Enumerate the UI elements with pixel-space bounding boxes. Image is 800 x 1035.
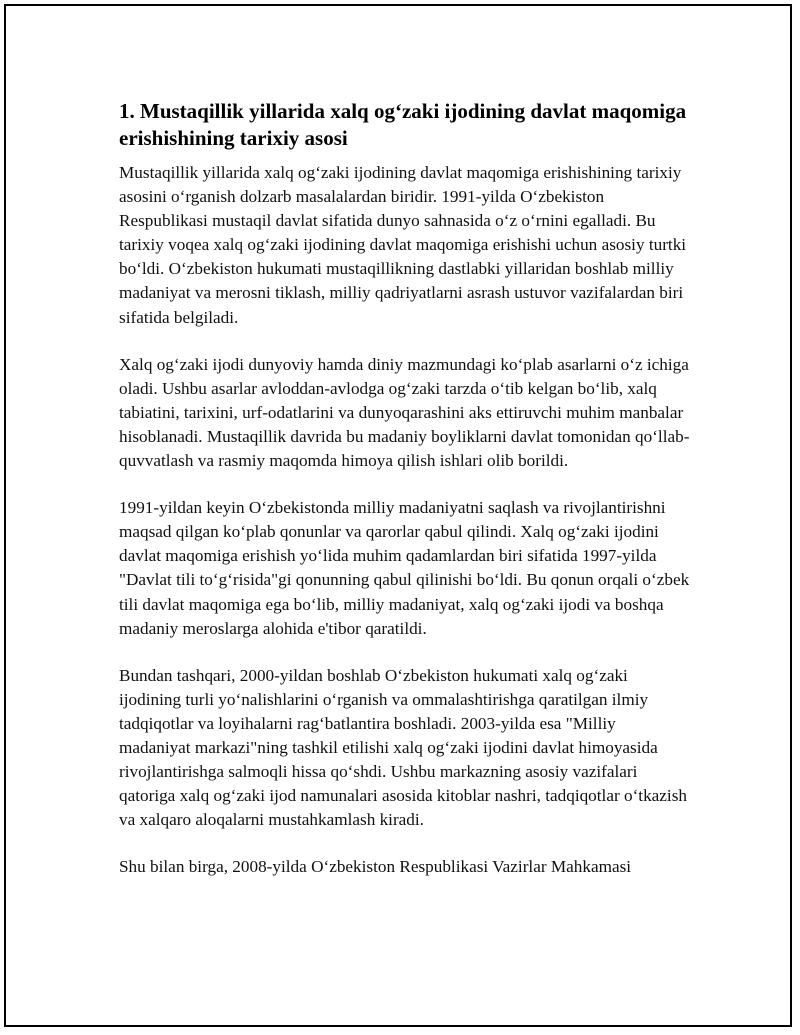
page-frame [4, 4, 792, 1027]
paragraph-1: Mustaqillik yillarida xalq og‘zaki ijodining davlat maqomiga erishishining tarixiy asosini o‘rganish dolzarb masalalardan biridir. 1991-yilda O‘zbekiston Respublikasi mustaqil davlat sifatida dunyo sahnasida o‘z o‘rnini egalladi. Bu tarixiy voqea xalq og‘zaki ijodining davlat maqomiga erishishi uchun asosiy turtki bo‘ldi. O‘zbekiston hukumati mustaqillikning dastlabki yillaridan boshlab milliy madaniyat va merosni tiklash, milliy qadriyatlarni asrash ustuvor vazifalardan biri sifatida belgiladi. [119, 163, 687, 327]
section-heading: 1. Mustaqillik yillarida xalq og‘zaki ijodining davlat maqomiga erishishining tarixiy asosi [119, 99, 687, 150]
paragraph-2: Xalq og‘zaki ijodi dunyoviy hamda diniy mazmundagi ko‘plab asarlarni o‘z ichiga oladi. Ushbu asarlar avloddan-avlodga og‘zaki tarzda o‘tib kelgan bo‘lib, xalq tabiatini, tarixini, urf-odatlarini va dunyoqarashini aks ettiruvchi muhim manbalar hisoblanadi. Mustaqillik davrida bu madaniy boyliklarni davlat tomonidan qo‘llab-quvvatlash va rasmiy maqomda himoya qilish ishlari olib borildi. [119, 354, 690, 471]
paragraph-3: 1991-yildan keyin O‘zbekistonda milliy madaniyatni saqlash va rivojlantirishni maqsad qilgan ko‘plab qonunlar va qarorlar qabul qilindi. Xalq og‘zaki ijodini davlat maqomiga erishish yo‘lida muhim qadamlardan biri sifatida 1997-yilda "Davlat tili to‘g‘risida"gi qonunning qabul qilinishi bo‘ldi. Bu qonun orqali o‘zbek tili davlat maqomiga ega bo‘lib, milliy madaniyat, xalq og‘zaki ijodi va boshqa madaniy meroslarga alohida e'tibor qaratildi. [119, 498, 690, 638]
document-body [119, 98, 691, 902]
paragraph-4: Bundan tashqari, 2000-yildan boshlab O‘zbekiston hukumati xalq og‘zaki ijodining turli yo‘nalishlarini o‘rganish va ommalashtirishga qaratilgan ilmiy tadqiqotlar va loyihalarni rag‘batlantira boshladi. 2003-yilda esa "Milliy madaniyat markazi"ning tashkil etilishi xalq og‘zaki ijodini davlat himoyasida rivojlantirishga salmoqli hissa qo‘shdi. Ushbu markazning asosiy vazifalari qatoriga xalq og‘zaki ijod namunalari asosida kitoblar nashri, tadqiqotlar o‘tkazish va xalqaro aloqalarni mustahkamlash kiradi. [119, 665, 687, 830]
paragraph-5: Shu bilan birga, 2008-yilda O‘zbekiston Respublikasi Vazirlar Mahkamasi [119, 857, 632, 877]
